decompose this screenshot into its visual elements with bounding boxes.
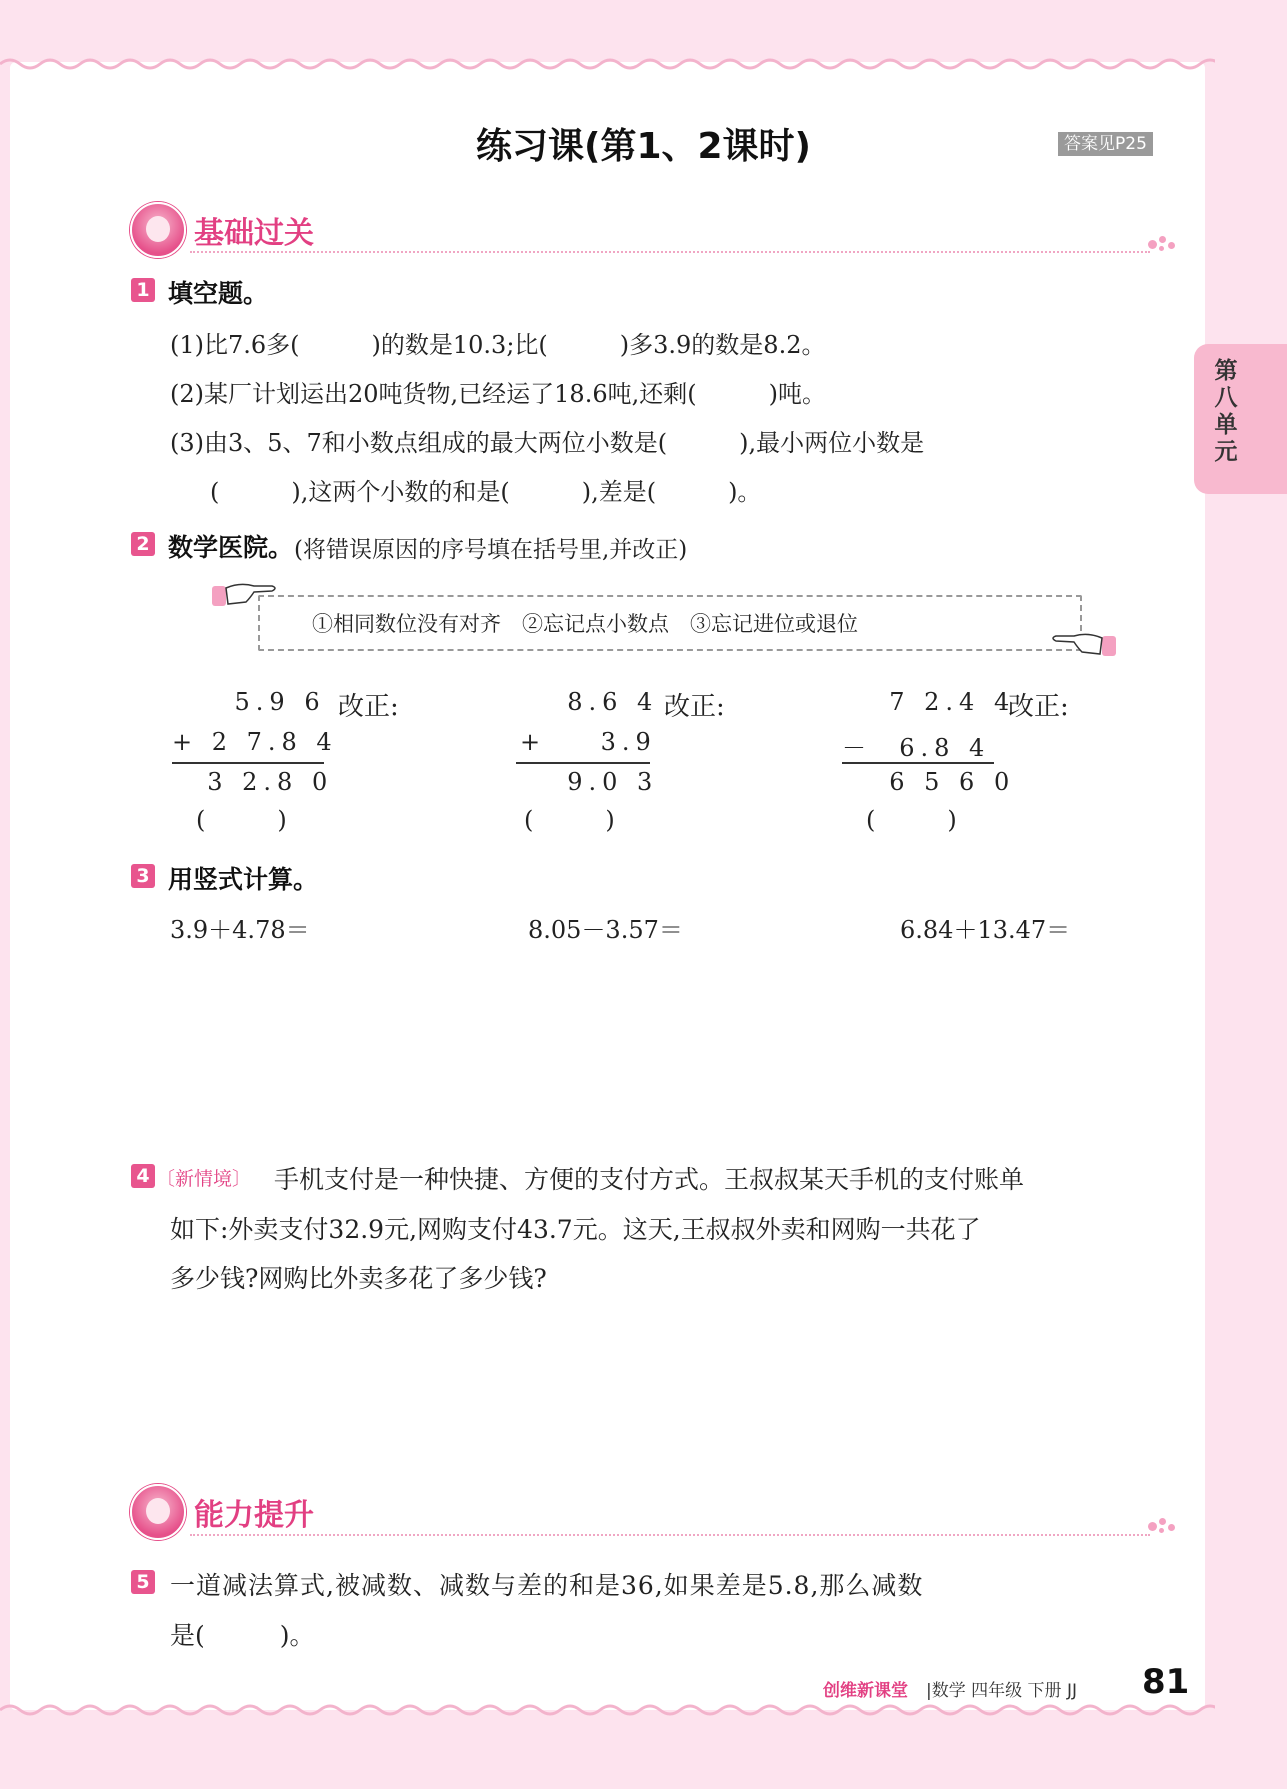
problem-3-fix-label: 改正: [1008, 692, 1069, 722]
problem-1-sum-line [172, 762, 324, 764]
q1-line-1: (1)比7.6多( )的数是10.3;比( )多3.9的数是8.2。 [170, 331, 826, 359]
monkey-mascot-icon [130, 202, 186, 258]
new-situation-tag: 〔新情境〕 [156, 1168, 252, 1190]
unit-side-tab-label: 第八单元 [1214, 358, 1238, 465]
pointing-hand-right-icon [1048, 628, 1118, 664]
problem-2-operand-1: 8.6 4 [540, 688, 659, 716]
problem-2-operand-2: + 3.9 [520, 728, 657, 756]
problem-3-result: 6 5 6 0 [862, 768, 1016, 796]
question-3-title: 用竖式计算。 [168, 865, 319, 894]
question-2-instruction: (将错误原因的序号填在括号里,并改正) [294, 537, 688, 563]
q4-line-3: 多少钱?网购比外卖多花了多少钱? [170, 1264, 547, 1293]
question-number-4: 4 [131, 1164, 155, 1188]
question-2-title: 数学医院。 [168, 533, 294, 562]
problem-3-operand-1: 7 2.4 4 [862, 688, 1016, 716]
q3-item-1: 3.9＋4.78＝ [170, 916, 310, 944]
section-title-basic: 基础过关 [194, 216, 314, 251]
question-1-title: 填空题。 [168, 279, 269, 308]
problem-1-operand-2: + 2 7.8 4 [172, 728, 338, 756]
section-divider [190, 251, 1150, 253]
error-reasons-text: ①相同数位没有对齐 ②忘记点小数点 ③忘记进位或退位 [312, 612, 858, 636]
answer-reference-badge: 答案见P25 [1058, 132, 1153, 156]
section-divider [190, 1534, 1150, 1536]
problem-1-fix-label: 改正: [338, 692, 399, 722]
problem-1-result: 3 2.8 0 [180, 768, 334, 796]
question-number-5: 5 [131, 1570, 155, 1594]
q1-line-2: (2)某厂计划运出20吨货物,已经运了18.6吨,还剩( )吨。 [170, 380, 826, 408]
problem-3-answer-blank[interactable]: ( ) [866, 806, 957, 834]
page-number: 81 [1142, 1662, 1190, 1702]
footer-book-info: |数学 四年级 下册 JJ [926, 1681, 1077, 1701]
problem-2-answer-blank[interactable]: ( ) [524, 806, 615, 834]
q3-item-2: 8.05－3.57＝ [528, 916, 683, 944]
problem-2-sum-line [516, 762, 650, 764]
problem-2-fix-label: 改正: [664, 692, 725, 722]
footer-brand: 创维新课堂 [823, 1681, 908, 1701]
section-title-advanced: 能力提升 [194, 1498, 314, 1533]
question-number-3: 3 [131, 864, 155, 888]
q1-line-4: ( ),这两个小数的和是( ),差是( )。 [210, 478, 762, 506]
decorative-dots-icon [1148, 1518, 1176, 1534]
q5-line-1: 一道减法算式,被减数、减数与差的和是36,如果差是5.8,那么减数 [170, 1571, 924, 1600]
q1-line-3: (3)由3、5、7和小数点组成的最大两位小数是( ),最小两位小数是 [170, 429, 925, 457]
problem-2-result: 9.0 3 [540, 768, 659, 796]
problem-3-operand-2: － 6.8 4 [842, 734, 991, 762]
q4-line-1: 手机支付是一种快捷、方便的支付方式。王叔叔某天手机的支付账单 [274, 1165, 1025, 1194]
page-title: 练习课(第1、2课时) [475, 126, 811, 167]
error-reasons-box [258, 595, 1082, 651]
unit-side-tab [1194, 344, 1287, 494]
problem-1-answer-blank[interactable]: ( ) [196, 806, 287, 834]
question-number-1: 1 [131, 278, 155, 302]
problem-3-difference-line [842, 762, 994, 764]
decorative-dots-icon [1148, 236, 1176, 252]
question-number-2: 2 [131, 532, 155, 556]
monkey-mascot-icon [130, 1484, 186, 1540]
q3-item-3: 6.84＋13.47＝ [900, 916, 1071, 944]
q4-line-2: 如下:外卖支付32.9元,网购支付43.7元。这天,王叔叔外卖和网购一共花了 [170, 1215, 981, 1244]
q5-line-2: 是( )。 [170, 1621, 315, 1650]
problem-1-operand-1: 5.9 6 [180, 688, 326, 716]
